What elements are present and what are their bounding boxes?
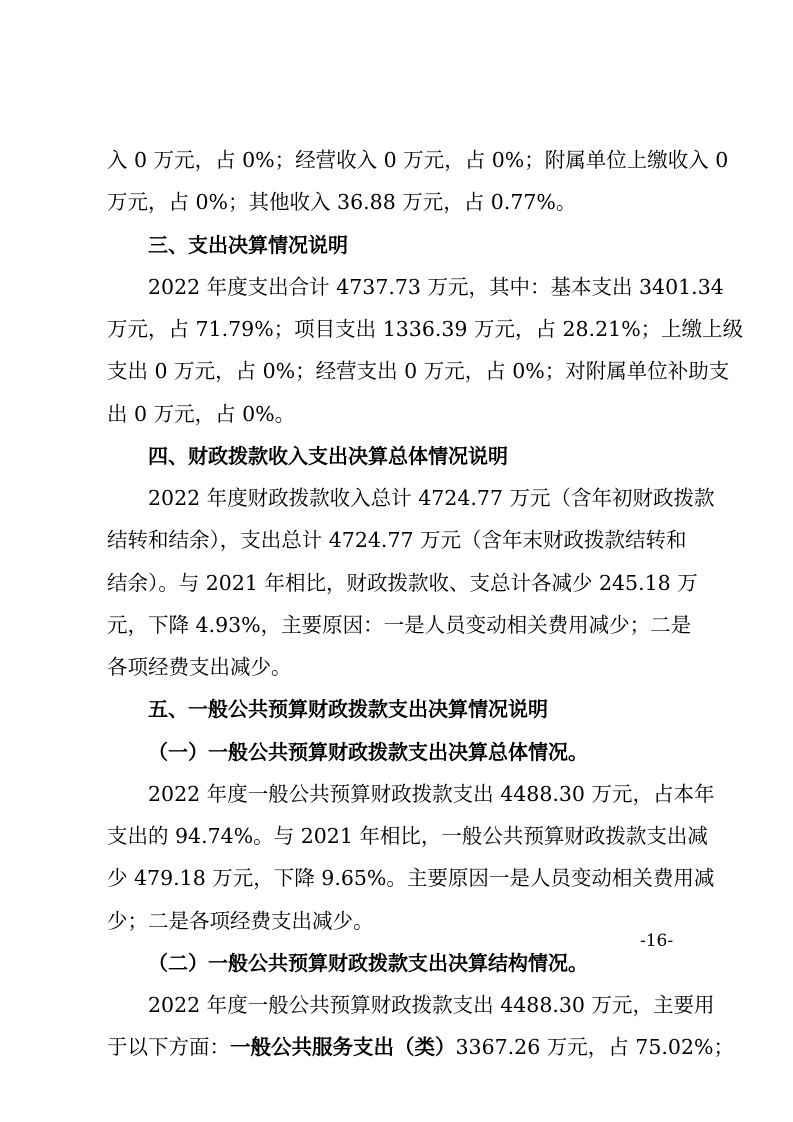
paragraph-line: 少 479.18 万元，下降 9.65%。主要原因一是人员变动相关费用减: [107, 866, 715, 890]
paragraph-line: 入 0 万元，占 0%；经营收入 0 万元，占 0%；附属单位上缴收入 0: [107, 148, 729, 172]
bold-category: 一般公共服务支出（类）: [230, 1035, 456, 1059]
section-heading-3: 三、支出决算情况说明: [148, 233, 348, 257]
paragraph-line: 万元，占 71.79%；项目支出 1336.39 万元，占 28.21%；上缴上级: [107, 317, 744, 341]
paragraph-line: 2022 年度一般公共预算财政拨款支出 4488.30 万元，占本年: [148, 782, 715, 806]
paragraph-line: 各项经费支出减少。: [107, 655, 292, 679]
section-heading-5: 五、一般公共预算财政拨款支出决算情况说明: [148, 697, 548, 721]
paragraph-line: 2022 年度财政拨款收入总计 4724.77 万元（含年初财政拨款: [148, 486, 715, 510]
paragraph-line: 出 0 万元，占 0%。: [107, 402, 296, 426]
subsection-heading-2: （二）一般公共预算财政拨款支出决算结构情况。: [148, 951, 588, 975]
paragraph-line-mixed: [107, 1031, 734, 1063]
paragraph-line: 结余）。与 2021 年相比，财政拨款收、支总计各减少 245.18 万: [107, 571, 698, 595]
page-number: -16-: [640, 931, 674, 951]
paragraph-line: 2022 年度支出合计 4737.73 万元，其中：基本支出 3401.34: [148, 275, 724, 299]
paragraph-line: 结转和结余），支出总计 4724.77 万元（含年末财政拨款结转和: [107, 528, 687, 552]
paragraph-line: 2022 年度一般公共预算财政拨款支出 4488.30 万元，主要用: [148, 993, 715, 1017]
paragraph-line: 支出 0 万元，占 0%；经营支出 0 万元，占 0%；对附属单位补助支: [107, 359, 730, 383]
paragraph-line: 支出的 94.74%。与 2021 年相比，一般公共预算财政拨款支出减: [107, 824, 708, 848]
paragraph-line: 元，下降 4.93%，主要原因：一是人员变动相关费用减少；二是: [107, 613, 692, 637]
paragraph-line: 少；二是各项经费支出减少。: [107, 909, 374, 933]
line-prefix: 于以下方面：: [107, 1035, 230, 1059]
subsection-heading-1: （一）一般公共预算财政拨款支出决算总体情况。: [148, 740, 588, 764]
paragraph-line: 万元，占 0%；其他收入 36.88 万元，占 0.77%。: [107, 190, 577, 214]
line-suffix: 3367.26 万元，占 75.02%；: [455, 1035, 734, 1059]
section-heading-4: 四、财政拨款收入支出决算总体情况说明: [148, 444, 508, 468]
